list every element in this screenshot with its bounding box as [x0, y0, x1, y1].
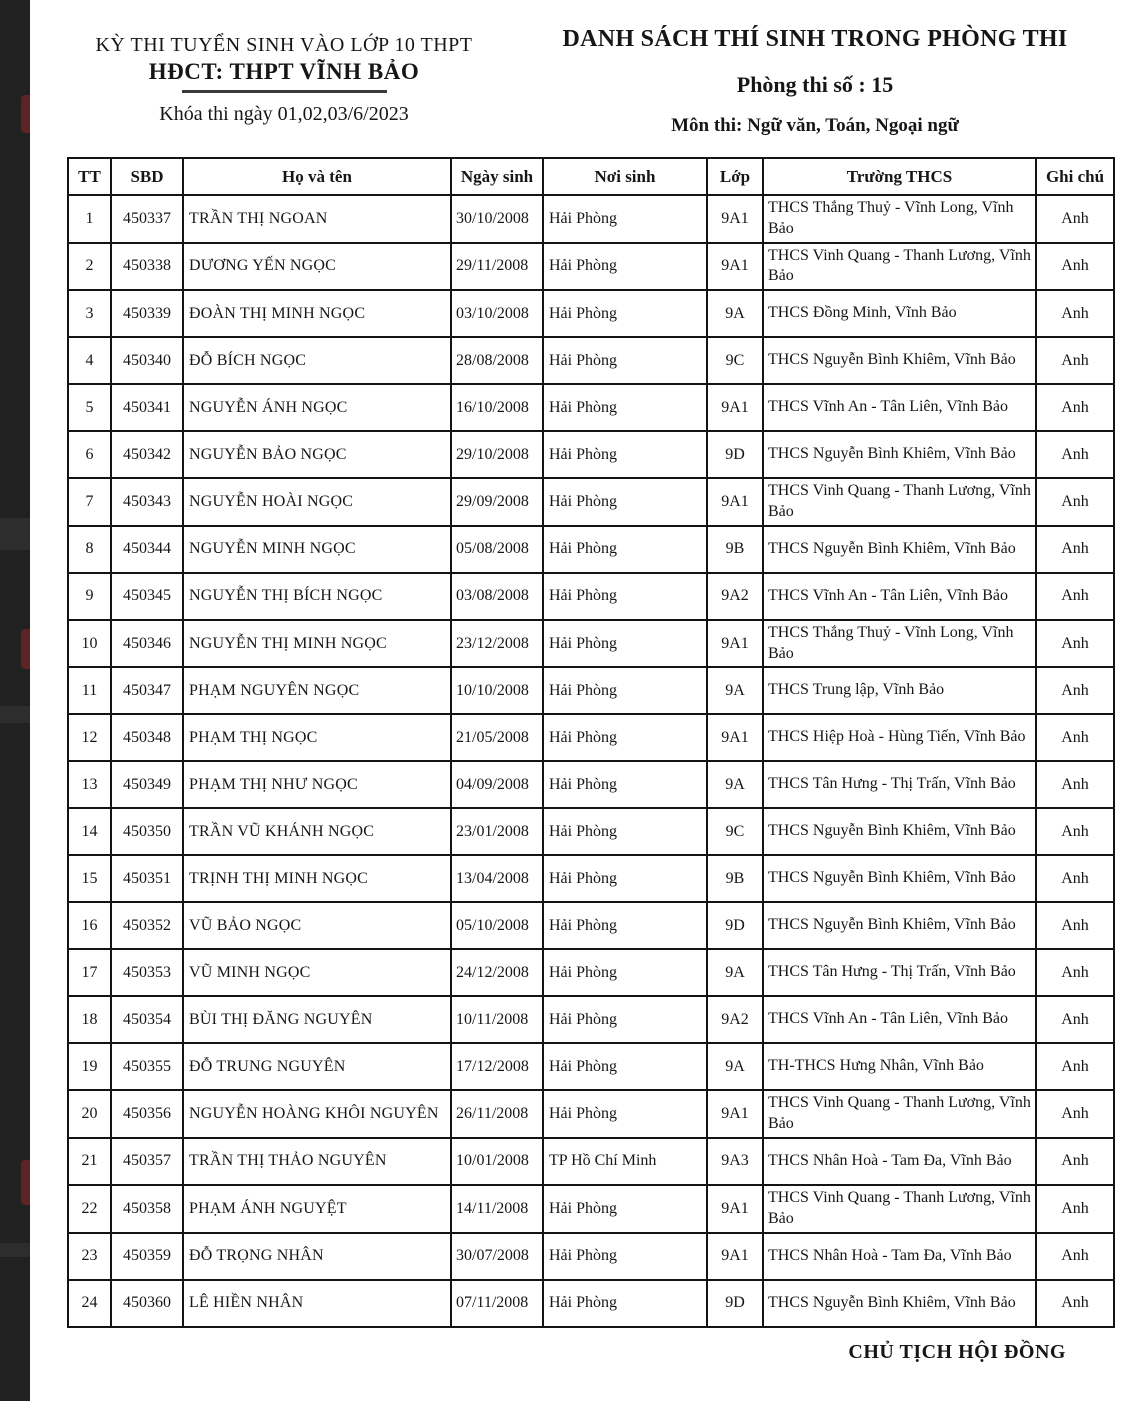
table-cell: Anh	[1036, 1138, 1114, 1185]
table-cell: 24	[68, 1280, 111, 1327]
table-cell: VŨ BẢO NGỌC	[183, 902, 451, 949]
table-cell: Hải Phòng	[543, 290, 707, 337]
strip-band	[0, 518, 30, 550]
col-header-class: Lớp	[707, 158, 763, 195]
table-cell: 14/11/2008	[451, 1185, 543, 1233]
table-cell: THCS Hiệp Hoà - Hùng Tiến, Vĩnh Bảo	[763, 714, 1036, 761]
table-cell: 9A1	[707, 620, 763, 668]
table-cell: Anh	[1036, 431, 1114, 478]
table-cell: 17	[68, 949, 111, 996]
table-row	[68, 996, 1114, 1043]
table-cell: Hải Phòng	[543, 949, 707, 996]
table-cell: 450346	[111, 620, 183, 668]
table-cell: 9A1	[707, 714, 763, 761]
table-cell: 450357	[111, 1138, 183, 1185]
table-cell: Anh	[1036, 1185, 1114, 1233]
table-cell: Anh	[1036, 243, 1114, 291]
table-cell: Hải Phòng	[543, 431, 707, 478]
table-cell: Anh	[1036, 1043, 1114, 1090]
table-cell: PHẠM NGUYÊN NGỌC	[183, 667, 451, 714]
table-cell: 9A1	[707, 243, 763, 291]
table-cell: 450358	[111, 1185, 183, 1233]
table-row	[68, 902, 1114, 949]
table-cell: Hải Phòng	[543, 996, 707, 1043]
table-cell: 30/07/2008	[451, 1233, 543, 1280]
table-cell: NGUYỄN MINH NGỌC	[183, 526, 451, 573]
table-cell: 450338	[111, 243, 183, 291]
table-cell: 30/10/2008	[451, 195, 543, 243]
table-cell: 05/10/2008	[451, 902, 543, 949]
table-cell: Hải Phòng	[543, 667, 707, 714]
table-cell: Hải Phòng	[543, 478, 707, 526]
table-cell: THCS Trung lập, Vĩnh Bảo	[763, 667, 1036, 714]
table-cell: THCS Nguyễn Bình Khiêm, Vĩnh Bảo	[763, 337, 1036, 384]
table-cell: THCS Thắng Thuỷ - Vĩnh Long, Vĩnh Bảo	[763, 620, 1036, 668]
table-cell: 9A2	[707, 573, 763, 620]
table-cell: 450354	[111, 996, 183, 1043]
table-cell: 9C	[707, 337, 763, 384]
table-row	[68, 1090, 1114, 1138]
table-cell: 26/11/2008	[451, 1090, 543, 1138]
table-cell: 9A	[707, 949, 763, 996]
col-header-tt: TT	[68, 158, 111, 195]
table-cell: THCS Vinh Quang - Thanh Lương, Vĩnh Bảo	[763, 1090, 1036, 1138]
table-cell: 17/12/2008	[451, 1043, 543, 1090]
table-cell: 9A	[707, 667, 763, 714]
table-cell: 8	[68, 526, 111, 573]
table-cell: Anh	[1036, 1233, 1114, 1280]
table-cell: 07/11/2008	[451, 1280, 543, 1327]
table-cell: TH-THCS Hưng Nhân, Vĩnh Bảo	[763, 1043, 1036, 1090]
table-cell: LÊ HIỀN NHÂN	[183, 1280, 451, 1327]
table-cell: 9	[68, 573, 111, 620]
table-cell: Anh	[1036, 1280, 1114, 1327]
table-cell: ĐỖ BÍCH NGỌC	[183, 337, 451, 384]
table-cell: PHẠM ÁNH NGUYỆT	[183, 1185, 451, 1233]
table-cell: Hải Phòng	[543, 195, 707, 243]
table-row	[68, 1185, 1114, 1233]
table-cell: Anh	[1036, 290, 1114, 337]
header-left-block	[58, 26, 510, 137]
table-cell: TRẦN VŨ KHÁNH NGỌC	[183, 808, 451, 855]
table-cell: 6	[68, 431, 111, 478]
table-cell: NGUYỄN HOÀNG KHÔI NGUYÊN	[183, 1090, 451, 1138]
table-cell: 19	[68, 1043, 111, 1090]
table-cell: 28/08/2008	[451, 337, 543, 384]
table-cell: Anh	[1036, 337, 1114, 384]
table-cell: THCS Nguyễn Bình Khiêm, Vĩnh Bảo	[763, 902, 1036, 949]
table-cell: 450351	[111, 855, 183, 902]
col-header-school: Trường THCS	[763, 158, 1036, 195]
table-cell: Hải Phòng	[543, 761, 707, 808]
strip-band	[0, 1243, 30, 1257]
room-number: Phòng thi số : 15	[736, 72, 894, 97]
table-cell: THCS Tân Hưng - Thị Trấn, Vĩnh Bảo	[763, 949, 1036, 996]
table-cell: THCS Thắng Thuỷ - Vĩnh Long, Vĩnh Bảo	[763, 195, 1036, 243]
table-cell: 2	[68, 243, 111, 291]
table-cell: VŨ MINH NGỌC	[183, 949, 451, 996]
table-cell: 9C	[707, 808, 763, 855]
table-cell: THCS Nhân Hoà - Tam Đa, Vĩnh Bảo	[763, 1138, 1036, 1185]
table-row	[68, 667, 1114, 714]
table-body	[68, 195, 1114, 1327]
col-header-sbd: SBD	[111, 158, 183, 195]
table-cell: 24/12/2008	[451, 949, 543, 996]
table-row	[68, 1138, 1114, 1185]
table-cell: 9B	[707, 855, 763, 902]
table-cell: THCS Đồng Minh, Vĩnh Bảo	[763, 290, 1036, 337]
table-cell: DƯƠNG YẾN NGỌC	[183, 243, 451, 291]
table-cell: 4	[68, 337, 111, 384]
table-cell: Hải Phòng	[543, 1280, 707, 1327]
table-cell: 450359	[111, 1233, 183, 1280]
table-cell: 9A1	[707, 195, 763, 243]
table-cell: THCS Nguyễn Bình Khiêm, Vĩnh Bảo	[763, 808, 1036, 855]
table-cell: 450349	[111, 761, 183, 808]
table-cell: ĐOÀN THỊ MINH NGỌC	[183, 290, 451, 337]
table-cell: Hải Phòng	[543, 1185, 707, 1233]
table-cell: 9A1	[707, 1233, 763, 1280]
table-cell: 9A	[707, 1043, 763, 1090]
table-cell: Anh	[1036, 526, 1114, 573]
table-cell: Anh	[1036, 620, 1114, 668]
table-cell: 9A2	[707, 996, 763, 1043]
table-cell: 16	[68, 902, 111, 949]
table-row	[68, 1233, 1114, 1280]
table-cell: 05/08/2008	[451, 526, 543, 573]
session-date: Khóa thi ngày 01,02,03/6/2023	[159, 103, 409, 125]
table-cell: 29/11/2008	[451, 243, 543, 291]
table-row	[68, 714, 1114, 761]
col-header-pob: Nơi sinh	[543, 158, 707, 195]
exam-title: KỲ THI TUYỂN SINH VÀO LỚP 10 THPT	[95, 34, 473, 56]
table-cell: Hải Phòng	[543, 855, 707, 902]
table-cell: THCS Vinh Quang - Thanh Lương, Vĩnh Bảo	[763, 243, 1036, 291]
table-cell: THCS Nguyễn Bình Khiêm, Vĩnh Bảo	[763, 1280, 1036, 1327]
table-cell: THCS Tân Hưng - Thị Trấn, Vĩnh Bảo	[763, 761, 1036, 808]
table-cell: 9A1	[707, 384, 763, 431]
document-header	[30, 0, 1130, 137]
table-cell: Anh	[1036, 855, 1114, 902]
table-cell: 9D	[707, 1280, 763, 1327]
table-cell: Anh	[1036, 384, 1114, 431]
table-cell: 9B	[707, 526, 763, 573]
table-cell: TRẦN THỊ NGOAN	[183, 195, 451, 243]
table-cell: 13/04/2008	[451, 855, 543, 902]
table-cell: PHẠM THỊ NGỌC	[183, 714, 451, 761]
table-cell: NGUYỄN BẢO NGỌC	[183, 431, 451, 478]
table-cell: Anh	[1036, 667, 1114, 714]
table-cell: TRẦN THỊ THẢO NGUYÊN	[183, 1138, 451, 1185]
table-cell: NGUYỄN HOÀI NGỌC	[183, 478, 451, 526]
table-cell: 29/10/2008	[451, 431, 543, 478]
table-cell: Hải Phòng	[543, 243, 707, 291]
table-cell: ĐỖ TRUNG NGUYÊN	[183, 1043, 451, 1090]
table-cell: 450356	[111, 1090, 183, 1138]
table-cell: 22	[68, 1185, 111, 1233]
table-cell: Hải Phòng	[543, 573, 707, 620]
table-cell: Anh	[1036, 949, 1114, 996]
table-cell: TP Hồ Chí Minh	[543, 1138, 707, 1185]
table-cell: PHẠM THỊ NHƯ NGỌC	[183, 761, 451, 808]
table-cell: 10	[68, 620, 111, 668]
table-cell: 450360	[111, 1280, 183, 1327]
table-cell: BÙI THỊ ĐĂNG NGUYÊN	[183, 996, 451, 1043]
table-cell: THCS Vĩnh An - Tân Liên, Vĩnh Bảo	[763, 996, 1036, 1043]
table-cell: THCS Vĩnh An - Tân Liên, Vĩnh Bảo	[763, 384, 1036, 431]
table-cell: Hải Phòng	[543, 1090, 707, 1138]
table-row	[68, 195, 1114, 243]
table-cell: 04/09/2008	[451, 761, 543, 808]
table-cell: Anh	[1036, 808, 1114, 855]
table-cell: 9A3	[707, 1138, 763, 1185]
underline-rule	[182, 90, 387, 93]
table-cell: Anh	[1036, 1090, 1114, 1138]
table-cell: THCS Nhân Hoà - Tam Đa, Vĩnh Bảo	[763, 1233, 1036, 1280]
table-cell: 9A1	[707, 1185, 763, 1233]
table-cell: Anh	[1036, 573, 1114, 620]
table-row	[68, 290, 1114, 337]
table-cell: 03/10/2008	[451, 290, 543, 337]
table-row	[68, 949, 1114, 996]
table-row	[68, 620, 1114, 668]
table-cell: Hải Phòng	[543, 526, 707, 573]
col-header-dob: Ngày sinh	[451, 158, 543, 195]
table-cell: 13	[68, 761, 111, 808]
table-cell: 5	[68, 384, 111, 431]
table-cell: THCS Nguyễn Bình Khiêm, Vĩnh Bảo	[763, 431, 1036, 478]
table-cell: 15	[68, 855, 111, 902]
table-cell: 21	[68, 1138, 111, 1185]
table-cell: Hải Phòng	[543, 1043, 707, 1090]
table-cell: 11	[68, 667, 111, 714]
header-right-block	[510, 26, 1120, 137]
table-cell: 23/12/2008	[451, 620, 543, 668]
table-cell: 21/05/2008	[451, 714, 543, 761]
table-cell: 9A1	[707, 1090, 763, 1138]
table-row	[68, 573, 1114, 620]
table-cell: THCS Vĩnh An - Tân Liên, Vĩnh Bảo	[763, 573, 1036, 620]
table-cell: 9A1	[707, 478, 763, 526]
table-cell: Anh	[1036, 761, 1114, 808]
table-cell: Anh	[1036, 195, 1114, 243]
strip-band	[0, 706, 30, 723]
table-cell: 20	[68, 1090, 111, 1138]
table-cell: 23	[68, 1233, 111, 1280]
red-mark-icon	[21, 629, 30, 669]
document-page	[30, 0, 1130, 1401]
table-row	[68, 431, 1114, 478]
table-cell: NGUYỄN THỊ MINH NGỌC	[183, 620, 451, 668]
table-cell: THCS Vinh Quang - Thanh Lương, Vĩnh Bảo	[763, 478, 1036, 526]
table-cell: Hải Phòng	[543, 902, 707, 949]
list-title: DANH SÁCH THÍ SINH TRONG PHÒNG THI	[562, 26, 1068, 52]
table-cell: 10/01/2008	[451, 1138, 543, 1185]
table-row	[68, 526, 1114, 573]
table-row	[68, 384, 1114, 431]
table-cell: 450352	[111, 902, 183, 949]
table-cell: 14	[68, 808, 111, 855]
table-cell: 450340	[111, 337, 183, 384]
table-header-row	[68, 158, 1114, 195]
table-cell: THCS Nguyễn Bình Khiêm, Vĩnh Bảo	[763, 855, 1036, 902]
table-row	[68, 761, 1114, 808]
table-row	[68, 1280, 1114, 1327]
table-cell: THCS Vinh Quang - Thanh Lương, Vĩnh Bảo	[763, 1185, 1036, 1233]
candidate-table	[67, 157, 1115, 1328]
col-header-name: Họ và tên	[183, 158, 451, 195]
table-cell: 450348	[111, 714, 183, 761]
council-name: HĐCT: THPT VĨNH BẢO	[148, 59, 420, 84]
table-cell: 1	[68, 195, 111, 243]
table-cell: ĐỖ TRỌNG NHÂN	[183, 1233, 451, 1280]
table-row	[68, 855, 1114, 902]
table-cell: Hải Phòng	[543, 714, 707, 761]
table-cell: 29/09/2008	[451, 478, 543, 526]
table-cell: 10/10/2008	[451, 667, 543, 714]
table-cell: 9D	[707, 431, 763, 478]
subjects: Môn thi: Ngữ văn, Toán, Ngoại ngữ	[671, 115, 959, 136]
table-cell: THCS Nguyễn Bình Khiêm, Vĩnh Bảo	[763, 526, 1036, 573]
table-cell: 16/10/2008	[451, 384, 543, 431]
table-row	[68, 1043, 1114, 1090]
table-cell: 450345	[111, 573, 183, 620]
table-row	[68, 243, 1114, 291]
red-mark-icon	[21, 95, 30, 133]
table-cell: 10/11/2008	[451, 996, 543, 1043]
table-cell: Hải Phòng	[543, 808, 707, 855]
table-cell: 9D	[707, 902, 763, 949]
table-cell: TRỊNH THỊ MINH NGỌC	[183, 855, 451, 902]
signature-title: CHỦ TỊCH HỘI ĐỒNG	[848, 1340, 1066, 1363]
table-cell: NGUYỄN THỊ BÍCH NGỌC	[183, 573, 451, 620]
table-cell: 450353	[111, 949, 183, 996]
col-header-note: Ghi chú	[1036, 158, 1114, 195]
table-cell: 9A	[707, 290, 763, 337]
table-cell: 450341	[111, 384, 183, 431]
table-cell: 450343	[111, 478, 183, 526]
table-cell: 03/08/2008	[451, 573, 543, 620]
table-cell: NGUYỄN ÁNH NGỌC	[183, 384, 451, 431]
viewer-side-strip	[0, 0, 30, 1401]
table-cell: 12	[68, 714, 111, 761]
table-cell: Hải Phòng	[543, 384, 707, 431]
table-row	[68, 808, 1114, 855]
table-cell: 450355	[111, 1043, 183, 1090]
table-cell: 450347	[111, 667, 183, 714]
table-cell: Anh	[1036, 996, 1114, 1043]
red-mark-icon	[21, 1160, 30, 1205]
table-cell: Anh	[1036, 902, 1114, 949]
table-cell: Anh	[1036, 714, 1114, 761]
table-cell: 450339	[111, 290, 183, 337]
table-cell: Anh	[1036, 478, 1114, 526]
table-cell: 450342	[111, 431, 183, 478]
table-cell: 18	[68, 996, 111, 1043]
table-row	[68, 337, 1114, 384]
table-cell: 450344	[111, 526, 183, 573]
table-cell: 450350	[111, 808, 183, 855]
table-cell: 7	[68, 478, 111, 526]
table-cell: Hải Phòng	[543, 337, 707, 384]
table-cell: 450337	[111, 195, 183, 243]
table-row	[68, 478, 1114, 526]
table-cell: Hải Phòng	[543, 1233, 707, 1280]
table-cell: Hải Phòng	[543, 620, 707, 668]
table-cell: 9A	[707, 761, 763, 808]
table-cell: 3	[68, 290, 111, 337]
table-cell: 23/01/2008	[451, 808, 543, 855]
